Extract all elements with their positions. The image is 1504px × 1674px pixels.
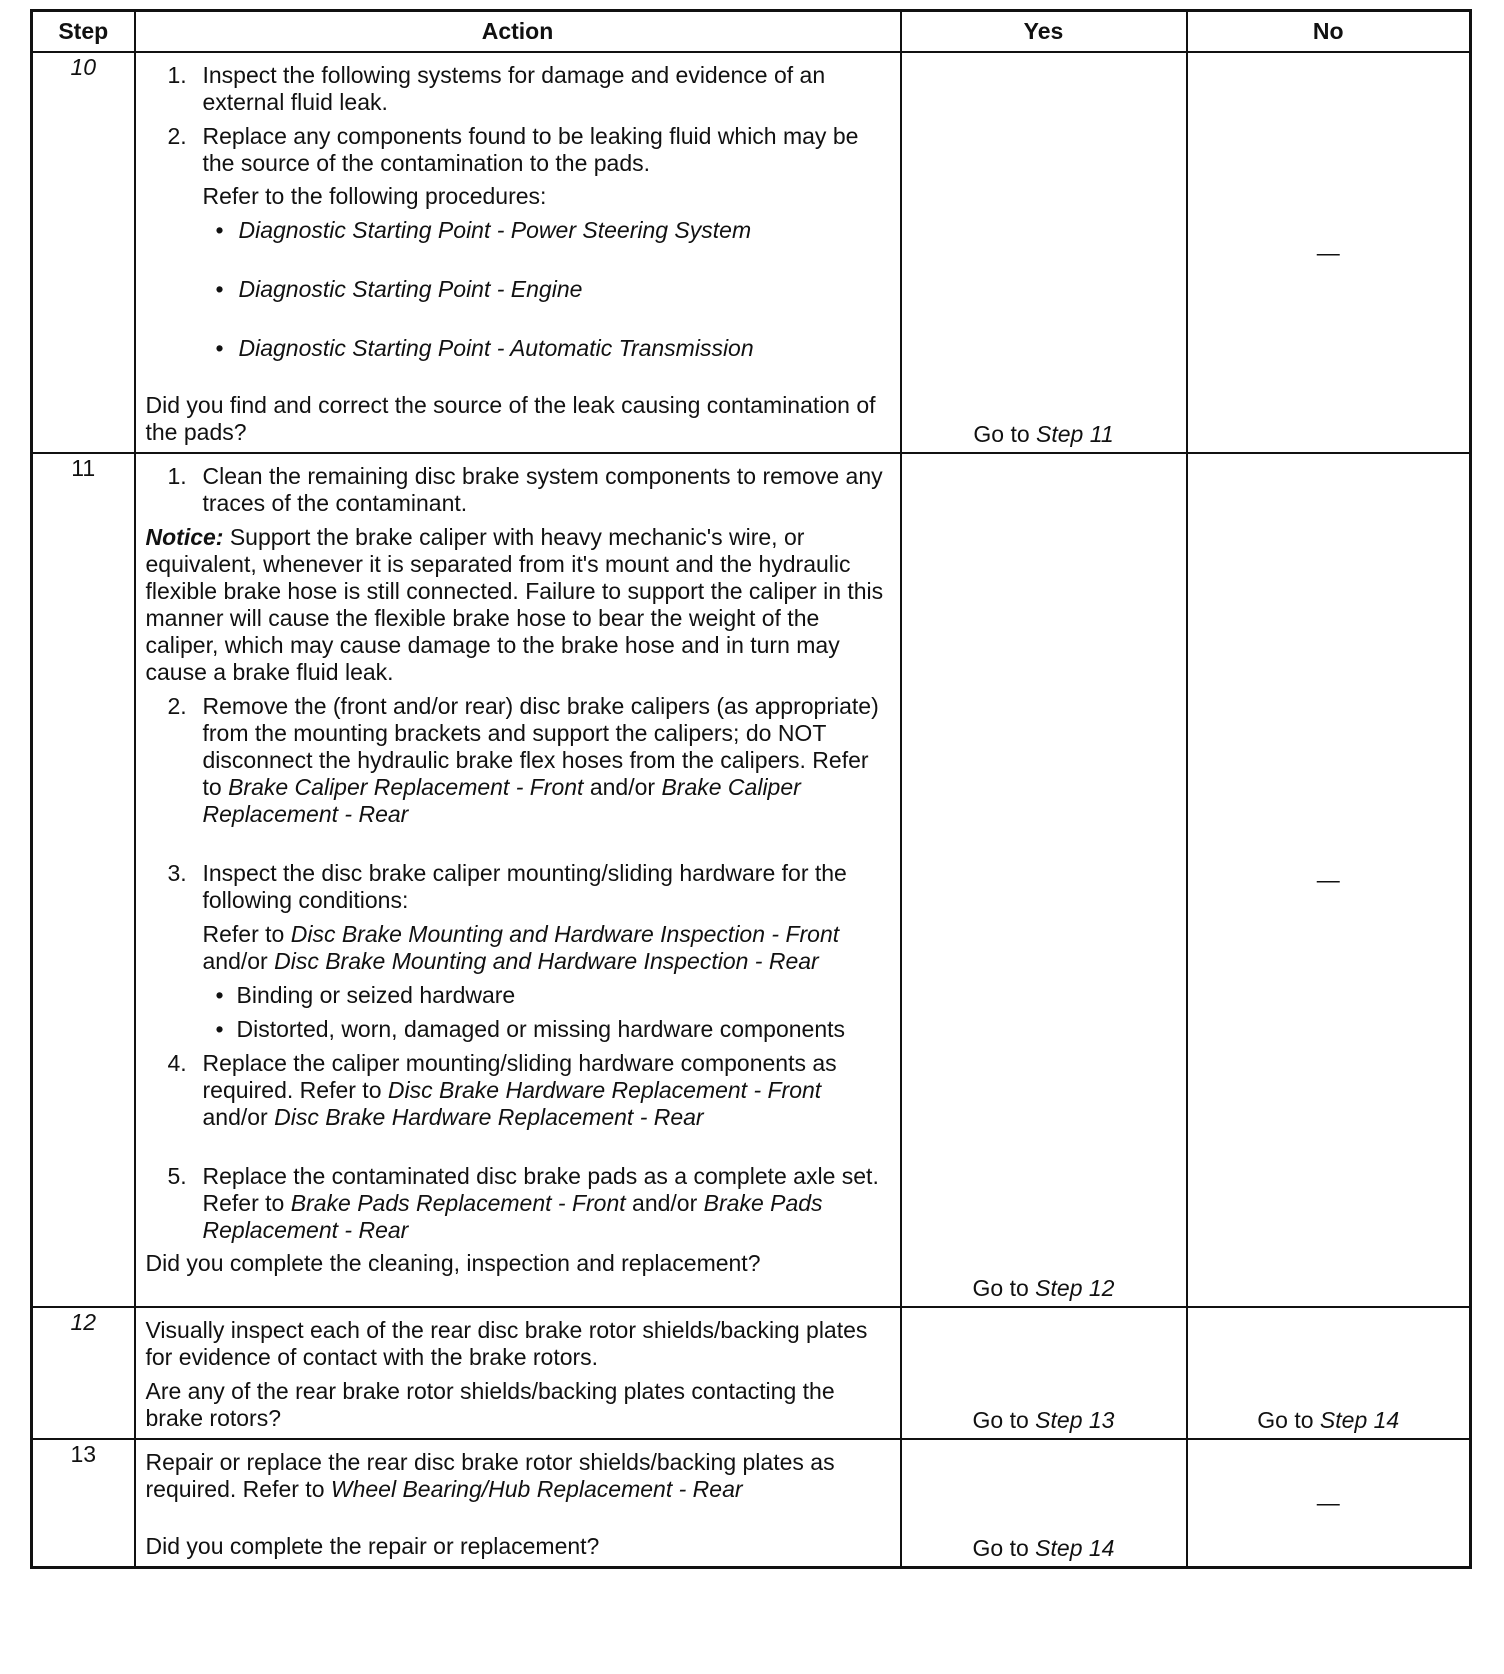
- step-yes-11: [901, 453, 1187, 1307]
- no-action-dash: —: [1316, 1489, 1340, 1516]
- step-yes-12: [901, 1307, 1187, 1439]
- goto-link[interactable]: Go to Step 11: [973, 421, 1114, 447]
- step-question: Did you complete the cleaning, inspection and replacement?: [145, 1250, 761, 1276]
- step-number-12: 12: [32, 1307, 135, 1439]
- step-row-10: [32, 52, 1471, 453]
- procedure-link[interactable]: • Diagnostic Starting Point - Power Steering System: [215, 217, 752, 243]
- goto-link[interactable]: Go to Step 12: [972, 1275, 1115, 1301]
- step-question: Did you complete the repair or replacement?: [145, 1533, 600, 1559]
- diagnostic-table: [30, 9, 1472, 1569]
- procedure-link[interactable]: Brake Pads Replacement - Front: [290, 1190, 626, 1216]
- diagnostic-table-sheet: [30, 9, 1469, 1569]
- step-instruction: Visually inspect each of the rear disc brake rotor shields/backing plates for evidence of contact with the brake rotors.: [145, 1317, 868, 1370]
- procedure-link[interactable]: Disc Brake Hardware Replacement - Front: [387, 1077, 822, 1103]
- step-number-10: 10: [32, 52, 135, 453]
- step-row-13: [32, 1439, 1471, 1568]
- step-number-11: 11: [32, 453, 135, 1307]
- header-action: Action: [135, 11, 901, 53]
- step-action-13: [135, 1439, 901, 1568]
- step-no-10: [1187, 52, 1471, 453]
- step-number-13: 13: [32, 1439, 135, 1568]
- condition-item: • Distorted, worn, damaged or missing hardware components: [215, 1016, 846, 1042]
- goto-link[interactable]: Go to Step 14: [1257, 1407, 1400, 1433]
- step-no-13: [1187, 1439, 1471, 1568]
- step-no-11: [1187, 453, 1471, 1307]
- refer-text: Refer to the following procedures:: [202, 183, 547, 209]
- header-yes: Yes: [901, 11, 1187, 53]
- goto-link[interactable]: Go to Step 13: [972, 1407, 1115, 1433]
- step-instruction: Repair or replace the rear disc brake rotor shields/backing plates as required. Refer to Wheel Bearing/Hub Replacement - Rear: [145, 1449, 835, 1502]
- action-item: 5. Replace the contaminated disc brake pads as a complete axle set. Refer to Brake Pads Replacement - Front and/or Brake Pads Replacement - Rear: [167, 1163, 879, 1243]
- action-item: 4. Replace the caliper mounting/sliding hardware components as required. Refer to Disc Brake Hardware Replacement - Front and/or Disc Brake Hardware Replacement - Rear: [167, 1050, 837, 1130]
- procedure-link[interactable]: Brake Caliper Replacement - Front: [228, 774, 584, 800]
- notice-paragraph: Notice: Support the brake caliper with heavy mechanic's wire, or equivalent, whenever it is separated from it's mount and the hydraulic flexible brake hose is still connected. Failure to support the caliper in this manner will cause the flexible brake hose to bear the weight of the caliper, which may cause damage to the brake hose and in turn may cause a brake fluid leak.: [145, 524, 884, 685]
- no-action-dash: —: [1316, 239, 1340, 265]
- step-row-11: [32, 453, 1471, 1307]
- procedure-link[interactable]: Brake Caliper Replacement - Rear: [202, 774, 801, 827]
- step-action-10: [135, 52, 901, 453]
- action-item: 3. Inspect the disc brake caliper mounting/sliding hardware for the following conditions:: [167, 860, 847, 913]
- step-row-12: [32, 1307, 1471, 1439]
- procedure-link[interactable]: Brake Pads Replacement - Rear: [202, 1190, 823, 1243]
- header-row: [32, 11, 1471, 53]
- action-item: 1. Inspect the following systems for damage and evidence of an external fluid leak.: [167, 62, 826, 115]
- procedure-link[interactable]: • Diagnostic Starting Point - Engine: [215, 276, 583, 302]
- condition-item: • Binding or seized hardware: [215, 982, 516, 1008]
- goto-link[interactable]: Go to Step 14: [972, 1535, 1115, 1561]
- action-item: 2. Replace any components found to be leaking fluid which may be the source of the contamination to the pads.: [167, 123, 859, 176]
- action-item: 1. Clean the remaining disc brake system components to remove any traces of the contaminant.: [167, 463, 883, 516]
- step-question: Did you find and correct the source of the leak causing contamination of the pads?: [145, 392, 876, 445]
- refer-text: Refer to Disc Brake Mounting and Hardware Inspection - Front and/or Disc Brake Mounting and Hardware Inspection - Rear: [202, 921, 840, 974]
- step-question: Are any of the rear brake rotor shields/backing plates contacting the brake rotors?: [145, 1378, 835, 1431]
- step-action-11: [135, 453, 901, 1307]
- action-item: 2. Remove the (front and/or rear) disc brake calipers (as appropriate) from the mounting brackets and support the calipers; do NOT disconnect the hydraulic brake flex hoses from the calipers. Refer to Brake Caliper Replacement - Front and/or Brake Caliper Replacement - Rear: [167, 693, 879, 827]
- step-action-12: [135, 1307, 901, 1439]
- procedure-link[interactable]: • Diagnostic Starting Point - Automatic Transmission: [215, 335, 754, 361]
- procedure-link[interactable]: Disc Brake Mounting and Hardware Inspection - Front: [290, 921, 840, 947]
- step-no-12: [1187, 1307, 1471, 1439]
- header-no: No: [1187, 11, 1471, 53]
- step-yes-10: [901, 52, 1187, 453]
- no-action-dash: —: [1316, 866, 1340, 893]
- procedure-link[interactable]: Disc Brake Hardware Replacement - Rear: [274, 1104, 704, 1130]
- header-step: Step: [32, 11, 135, 53]
- procedure-link[interactable]: Wheel Bearing/Hub Replacement - Rear: [330, 1476, 743, 1502]
- procedure-link[interactable]: Disc Brake Mounting and Hardware Inspection - Rear: [274, 948, 819, 974]
- step-yes-13: [901, 1439, 1187, 1568]
